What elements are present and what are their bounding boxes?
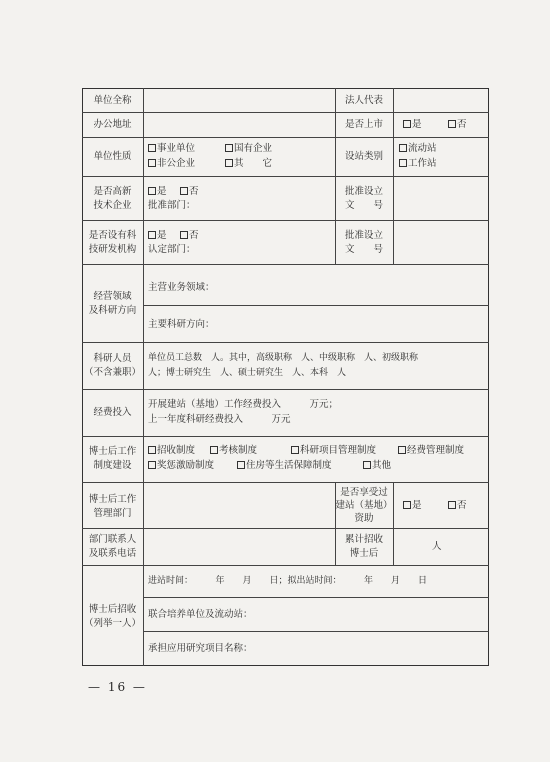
label-funded-line3: 资助	[354, 513, 374, 524]
label-legal-rep: 法人代表	[344, 95, 383, 106]
listed-yes-option[interactable]: 是	[403, 118, 422, 131]
system-option[interactable]: 经费管理制度	[398, 444, 464, 457]
label-total-line2: 博士后	[349, 548, 379, 559]
station-option[interactable]: 流动站	[399, 142, 437, 155]
business-main-field[interactable]: 主营业务领域：	[148, 282, 215, 293]
system-option[interactable]: 科研项目管理制度	[291, 444, 376, 457]
staff-text-line1: 单位员工总数 人。其中，高级职称 人、中级职称 人、初级职称	[148, 353, 419, 363]
recruit-partner-field[interactable]: 联合培养单位及流动站：	[148, 609, 253, 620]
label-unit-name: 单位全称	[93, 95, 132, 106]
system-option[interactable]: 奖惩激励制度	[148, 459, 214, 472]
funded-no-option[interactable]: 否	[448, 499, 467, 512]
label-business-line1: 经营领域	[93, 291, 132, 302]
checkbox-icon[interactable]	[148, 446, 156, 454]
checkbox-icon[interactable]	[403, 501, 411, 509]
checkbox-icon[interactable]	[363, 461, 371, 469]
checkbox-icon[interactable]	[399, 159, 407, 167]
checkbox-icon[interactable]	[148, 159, 156, 167]
funded-yes-option[interactable]: 是	[403, 499, 422, 512]
checkbox-icon[interactable]	[148, 187, 156, 195]
staff-text-line2: 人；博士研究生 人、硕士研究生 人、本科 人	[148, 368, 347, 378]
col-divider	[393, 88, 394, 264]
col-divider	[393, 482, 394, 565]
label-station-type: 设站类别	[344, 151, 383, 162]
nature-option[interactable]: 其 它	[225, 157, 272, 170]
label-postdoc-dept-line2: 管理部门	[93, 508, 132, 519]
label-postdoc-system-line1: 博士后工作	[88, 446, 137, 457]
row-divider	[143, 597, 489, 598]
checkbox-icon[interactable]	[403, 120, 411, 128]
label-postdoc-system-line2: 制度建设	[93, 460, 132, 471]
checkbox-icon[interactable]	[210, 446, 218, 454]
rnd-recognition-dept: 认定部门：	[148, 244, 196, 255]
label-funded-line2: 建站（基地）	[335, 500, 393, 511]
checkbox-icon[interactable]	[148, 461, 156, 469]
row-divider	[143, 305, 489, 306]
col-divider	[143, 88, 144, 666]
checkbox-icon[interactable]	[225, 159, 233, 167]
label-approval-no-line1: 批准设立	[344, 186, 383, 197]
nature-option[interactable]: 国有企业	[225, 142, 272, 155]
checkbox-icon[interactable]	[225, 144, 233, 152]
label-approval-no2-line1: 批准设立	[344, 230, 383, 241]
label-total-line1: 累计招收	[344, 534, 383, 545]
label-funding: 经费投入	[93, 407, 132, 418]
page-number: — 16 —	[88, 680, 147, 694]
recruit-time-field[interactable]: 进站时间： 年 月 日；拟出站时间： 年 月 日	[148, 576, 428, 586]
label-approval-no-line2: 文 号	[344, 200, 383, 211]
label-postdoc-dept-line1: 博士后工作	[88, 494, 137, 505]
checkbox-icon[interactable]	[448, 501, 456, 509]
checkbox-icon[interactable]	[291, 446, 299, 454]
label-rnd-line2: 技研发机构	[88, 244, 137, 255]
row-divider	[143, 631, 489, 632]
label-staff-line1: 科研人员	[93, 353, 132, 364]
hightech-approval-dept: 批准部门：	[148, 200, 196, 211]
funding-line1: 开展建站（基地）工作经费投入 万元；	[148, 399, 339, 410]
recruit-project-field[interactable]: 承担应用研究项目名称：	[148, 643, 253, 654]
label-contact-line2: 及联系电话	[88, 548, 137, 559]
label-listed: 是否上市	[344, 119, 383, 130]
system-option[interactable]: 其他	[363, 459, 391, 472]
label-recruit-line2: （列举一人）	[83, 618, 141, 629]
rnd-yes-option[interactable]: 是	[148, 229, 167, 242]
nature-option[interactable]: 事业单位	[148, 142, 195, 155]
station-option[interactable]: 工作站	[399, 157, 437, 170]
checkbox-icon[interactable]	[448, 120, 456, 128]
label-office-address: 办公地址	[93, 119, 132, 130]
checkbox-icon[interactable]	[180, 231, 188, 239]
total-unit: 人	[432, 541, 442, 552]
hightech-yes-option[interactable]: 是	[148, 185, 167, 198]
label-business-line2: 及科研方向	[88, 305, 137, 316]
checkbox-icon[interactable]	[399, 144, 407, 152]
research-direction-field[interactable]: 主要科研方向：	[148, 319, 215, 330]
funding-line2: 上一年度科研经费投入 万元	[148, 414, 291, 425]
label-unit-nature: 单位性质	[93, 151, 132, 162]
label-staff-line2: （不含兼职）	[83, 367, 141, 378]
checkbox-icon[interactable]	[398, 446, 406, 454]
label-approval-no2-line2: 文 号	[344, 244, 383, 255]
nature-option[interactable]: 非公企业	[148, 157, 195, 170]
checkbox-icon[interactable]	[148, 231, 156, 239]
system-option[interactable]: 住房等生活保障制度	[237, 459, 332, 472]
hightech-no-option[interactable]: 否	[180, 185, 199, 198]
listed-no-option[interactable]: 否	[448, 118, 467, 131]
label-hightech-line2: 技术企业	[93, 200, 132, 211]
label-hightech-line1: 是否高新	[93, 186, 132, 197]
rnd-no-option[interactable]: 否	[180, 229, 199, 242]
checkbox-icon[interactable]	[148, 144, 156, 152]
system-option[interactable]: 招收制度	[148, 444, 195, 457]
checkbox-icon[interactable]	[237, 461, 245, 469]
system-option[interactable]: 考核制度	[210, 444, 257, 457]
label-rnd-line1: 是否设有科	[88, 230, 137, 241]
label-recruit-line1: 博士后招收	[88, 604, 137, 615]
label-contact-line1: 部门联系人	[88, 534, 137, 545]
label-funded-line1: 是否享受过	[340, 487, 388, 498]
checkbox-icon[interactable]	[180, 187, 188, 195]
